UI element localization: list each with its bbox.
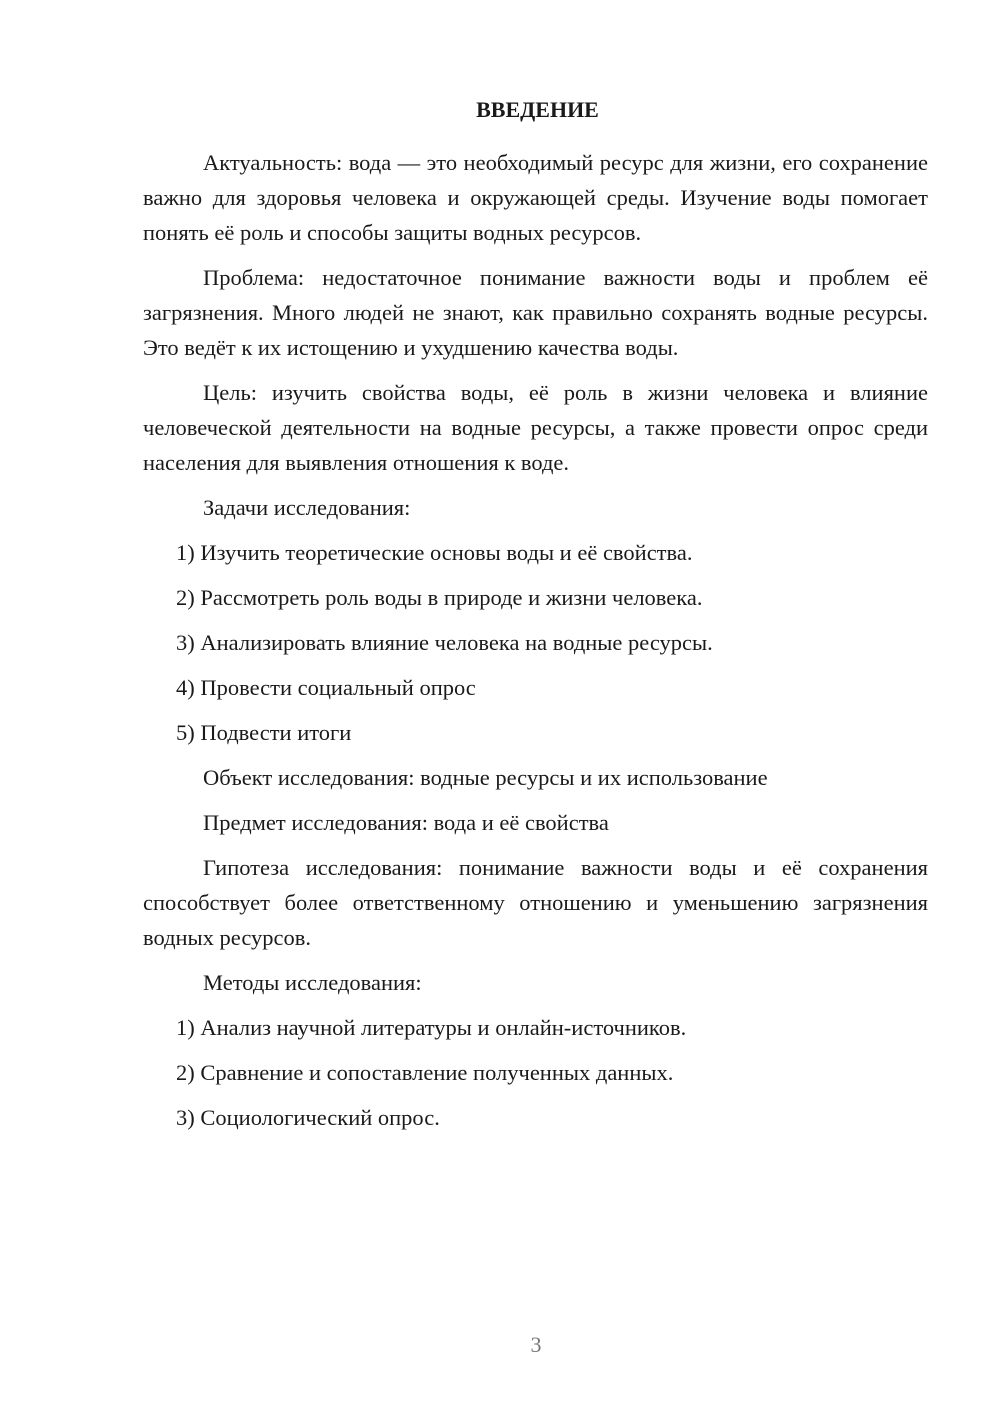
problem-paragraph: Проблема: недостаточное понимание важности воды и проблем её загрязнения. Много людей не знают, как правильно сохранять водные ресурсы. Это ведёт к их истощению и ухудшению качества воды. [143,265,928,360]
task-item-3: 3) Анализировать влияние человека на водные ресурсы. [176,630,713,655]
methods-heading: Методы исследования: [203,970,422,995]
task-item-2: 2) Рассмотреть роль воды в природе и жизни человека. [176,585,703,610]
page-number: 3 [530,1332,542,1357]
method-item-1: 1) Анализ научной литературы и онлайн-источников. [176,1015,687,1040]
task-item-4: 4) Провести социальный опрос [176,675,476,700]
research-object: Объект исследования: водные ресурсы и их использование [203,765,768,790]
section-title: ВВЕДЕНИЕ [476,97,599,122]
method-item-3: 3) Социологический опрос. [176,1105,440,1130]
task-item-1: 1) Изучить теоретические основы воды и её свойства. [176,540,693,565]
relevance-paragraph: Актуальность: вода — это необходимый ресурс для жизни, его сохранение важно для здоровья человека и окружающей среды. Изучение воды помогает понять её роль и способы защиты водных ресурсов. [143,150,928,245]
goal-paragraph: Цель: изучить свойства воды, её роль в жизни человека и влияние человеческой деятельности на водные ресурсы, а также провести опрос среди населения для выявления отношения к воде. [143,380,928,475]
method-item-2: 2) Сравнение и сопоставление полученных данных. [176,1060,674,1085]
hypothesis-paragraph: Гипотеза исследования: понимание важности воды и её сохранения способствует более ответственному отношению и уменьшению загрязнения водных ресурсов. [143,855,928,950]
research-subject: Предмет исследования: вода и её свойства [203,810,609,835]
tasks-heading: Задачи исследования: [203,495,411,520]
document-body [143,95,928,1145]
task-item-5: 5) Подвести итоги [176,720,352,745]
